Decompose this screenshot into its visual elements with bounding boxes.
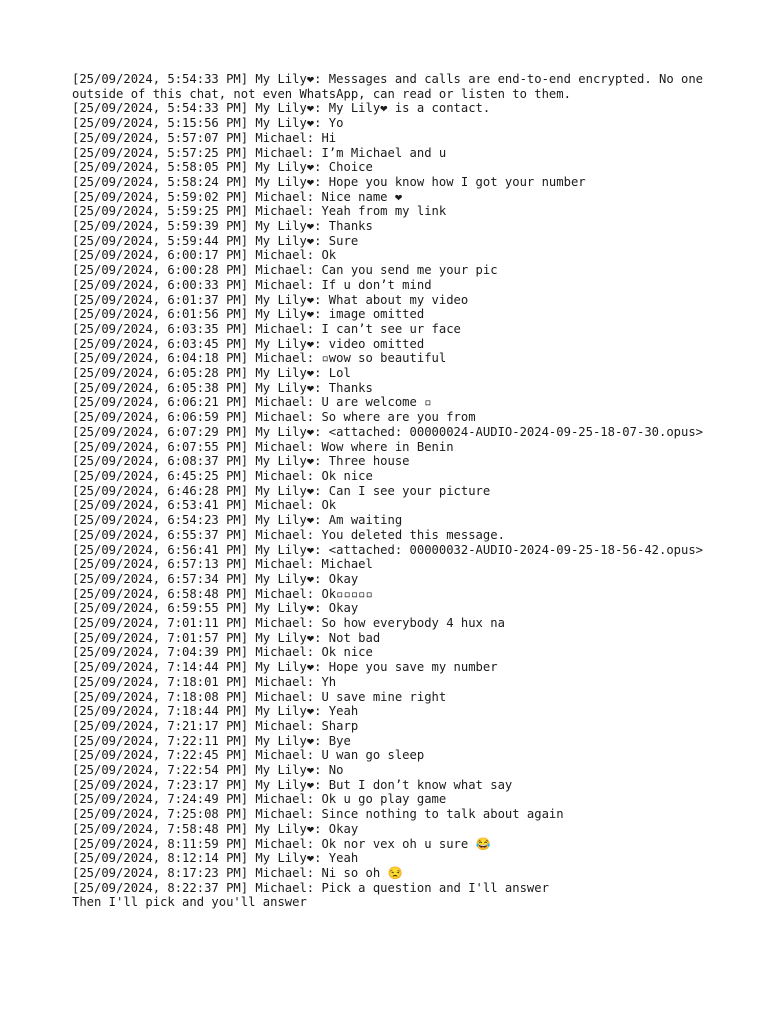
chat-message-line: [25/09/2024, 8:12:14 PM] My Lily❤: Yeah — [72, 851, 359, 866]
chat-message-line: [25/09/2024, 7:21:17 PM] Michael: Sharp — [72, 718, 359, 733]
chat-message-line: [25/09/2024, 6:03:45 PM] My Lily❤: video omitted — [72, 336, 425, 351]
chat-message-line: [25/09/2024, 5:54:33 PM] My Lily❤: Messages and calls are end-to-end encrypted. No one outside of this chat, not even WhatsApp, can read or listen to them. — [72, 72, 711, 101]
chat-message-line: [25/09/2024, 7:14:44 PM] My Lily❤: Hope you save my number — [72, 660, 498, 675]
chat-message-line: [25/09/2024, 6:05:28 PM] My Lily❤: Lol — [72, 366, 351, 381]
chat-message-line: [25/09/2024, 5:57:25 PM] Michael: I’m Michael and u — [72, 145, 447, 160]
chat-message-line: [25/09/2024, 7:01:57 PM] My Lily❤: Not bad — [72, 630, 381, 645]
chat-message-line: [25/09/2024, 8:17:23 PM] Michael: Ni so oh 😒 — [72, 865, 403, 880]
chat-message-line: [25/09/2024, 6:00:33 PM] Michael: If u don’t mind — [72, 277, 432, 292]
chat-message-line: [25/09/2024, 6:03:35 PM] Michael: I can’t see ur face — [72, 321, 461, 336]
chat-message-line: [25/09/2024, 6:01:37 PM] My Lily❤: What about my video — [72, 292, 469, 307]
chat-message-line: [25/09/2024, 6:59:55 PM] My Lily❤: Okay — [72, 601, 359, 616]
chat-transcript — [72, 72, 712, 910]
chat-message-line: [25/09/2024, 5:59:25 PM] Michael: Yeah from my link — [72, 204, 447, 219]
chat-message-line: [25/09/2024, 6:45:25 PM] Michael: Ok nice — [72, 468, 373, 483]
chat-message-line: [25/09/2024, 7:18:01 PM] Michael: Yh — [72, 674, 337, 689]
chat-message-line: [25/09/2024, 6:56:41 PM] My Lily❤: <attached: 00000032-AUDIO-2024-09-25-18-56-42.opus> — [72, 542, 704, 557]
chat-message-line: [25/09/2024, 6:53:41 PM] Michael: Ok — [72, 498, 337, 513]
chat-message-line: [25/09/2024, 5:57:07 PM] Michael: Hi — [72, 130, 337, 145]
chat-message-line: [25/09/2024, 6:55:37 PM] Michael: You deleted this message. — [72, 527, 505, 542]
chat-message-line: [25/09/2024, 7:58:48 PM] My Lily❤: Okay — [72, 821, 359, 836]
chat-message-line: [25/09/2024, 5:59:44 PM] My Lily❤: Sure — [72, 233, 359, 248]
chat-message-line: [25/09/2024, 7:18:08 PM] Michael: U save mine right — [72, 689, 447, 704]
chat-message-line: [25/09/2024, 7:22:11 PM] My Lily❤: Bye — [72, 733, 351, 748]
chat-message-line: [25/09/2024, 5:15:56 PM] My Lily❤: Yo — [72, 116, 344, 131]
chat-message-line: [25/09/2024, 7:22:45 PM] Michael: U wan go sleep — [72, 748, 425, 763]
chat-message-line: [25/09/2024, 6:05:38 PM] My Lily❤: Thanks — [72, 380, 373, 395]
chat-message-line: [25/09/2024, 8:22:37 PM] Michael: Pick a question and I'll answer Then I'll pick and you'll answer — [72, 880, 549, 910]
chat-message-line: [25/09/2024, 7:23:17 PM] My Lily❤: But I don’t know what say — [72, 777, 513, 792]
chat-message-line: [25/09/2024, 7:24:49 PM] Michael: Ok u go play game — [72, 792, 447, 807]
chat-message-line: [25/09/2024, 7:25:08 PM] Michael: Since nothing to talk about again — [72, 807, 564, 822]
chat-message-line: [25/09/2024, 5:59:39 PM] My Lily❤: Thanks — [72, 219, 373, 234]
chat-message-line: [25/09/2024, 6:06:59 PM] Michael: So where are you from — [72, 410, 476, 425]
chat-message-line: [25/09/2024, 6:58:48 PM] Michael: Ok▫︎▫︎▫︎▫︎▫︎ — [72, 586, 373, 601]
chat-message-line: [25/09/2024, 6:00:17 PM] Michael: Ok — [72, 248, 337, 263]
chat-message-line: [25/09/2024, 7:22:54 PM] My Lily❤: No — [72, 763, 344, 778]
chat-message-line: [25/09/2024, 6:07:29 PM] My Lily❤: <attached: 00000024-AUDIO-2024-09-25-18-07-30.opus> — [72, 424, 704, 439]
chat-message-line: [25/09/2024, 5:58:24 PM] My Lily❤: Hope you know how I got your number — [72, 174, 586, 189]
chat-message-line: [25/09/2024, 6:07:55 PM] Michael: Wow where in Benin — [72, 439, 454, 454]
chat-message-line: [25/09/2024, 7:04:39 PM] Michael: Ok nice — [72, 645, 373, 660]
chat-message-line: [25/09/2024, 7:01:11 PM] Michael: So how everybody 4 hux na — [72, 616, 505, 631]
chat-message-line: [25/09/2024, 6:01:56 PM] My Lily❤: image omitted — [72, 307, 425, 322]
chat-message-line: [25/09/2024, 6:00:28 PM] Michael: Can you send me your pic — [72, 263, 498, 278]
chat-message-line: [25/09/2024, 6:57:34 PM] My Lily❤: Okay — [72, 571, 359, 586]
chat-message-line: [25/09/2024, 6:46:28 PM] My Lily❤: Can I see your picture — [72, 483, 491, 498]
chat-message-line: [25/09/2024, 6:04:18 PM] Michael: ▫︎wow so beautiful — [72, 351, 447, 366]
chat-message-line: [25/09/2024, 5:58:05 PM] My Lily❤: Choice — [72, 160, 373, 175]
chat-message-line: [25/09/2024, 6:06:21 PM] Michael: U are welcome ▫︎ — [72, 395, 432, 410]
chat-message-line: [25/09/2024, 5:54:33 PM] My Lily❤: My Lily❤ is a contact. — [72, 101, 491, 116]
chat-message-line: [25/09/2024, 6:57:13 PM] Michael: Michael — [72, 557, 373, 572]
chat-message-line: [25/09/2024, 6:08:37 PM] My Lily❤: Three house — [72, 454, 410, 469]
chat-message-line: [25/09/2024, 8:11:59 PM] Michael: Ok nor vex oh u sure 😂 — [72, 836, 491, 851]
chat-message-line: [25/09/2024, 6:54:23 PM] My Lily❤: Am waiting — [72, 513, 403, 528]
chat-message-line: [25/09/2024, 7:18:44 PM] My Lily❤: Yeah — [72, 704, 359, 719]
chat-message-line: [25/09/2024, 5:59:02 PM] Michael: Nice name ❤ — [72, 189, 403, 204]
